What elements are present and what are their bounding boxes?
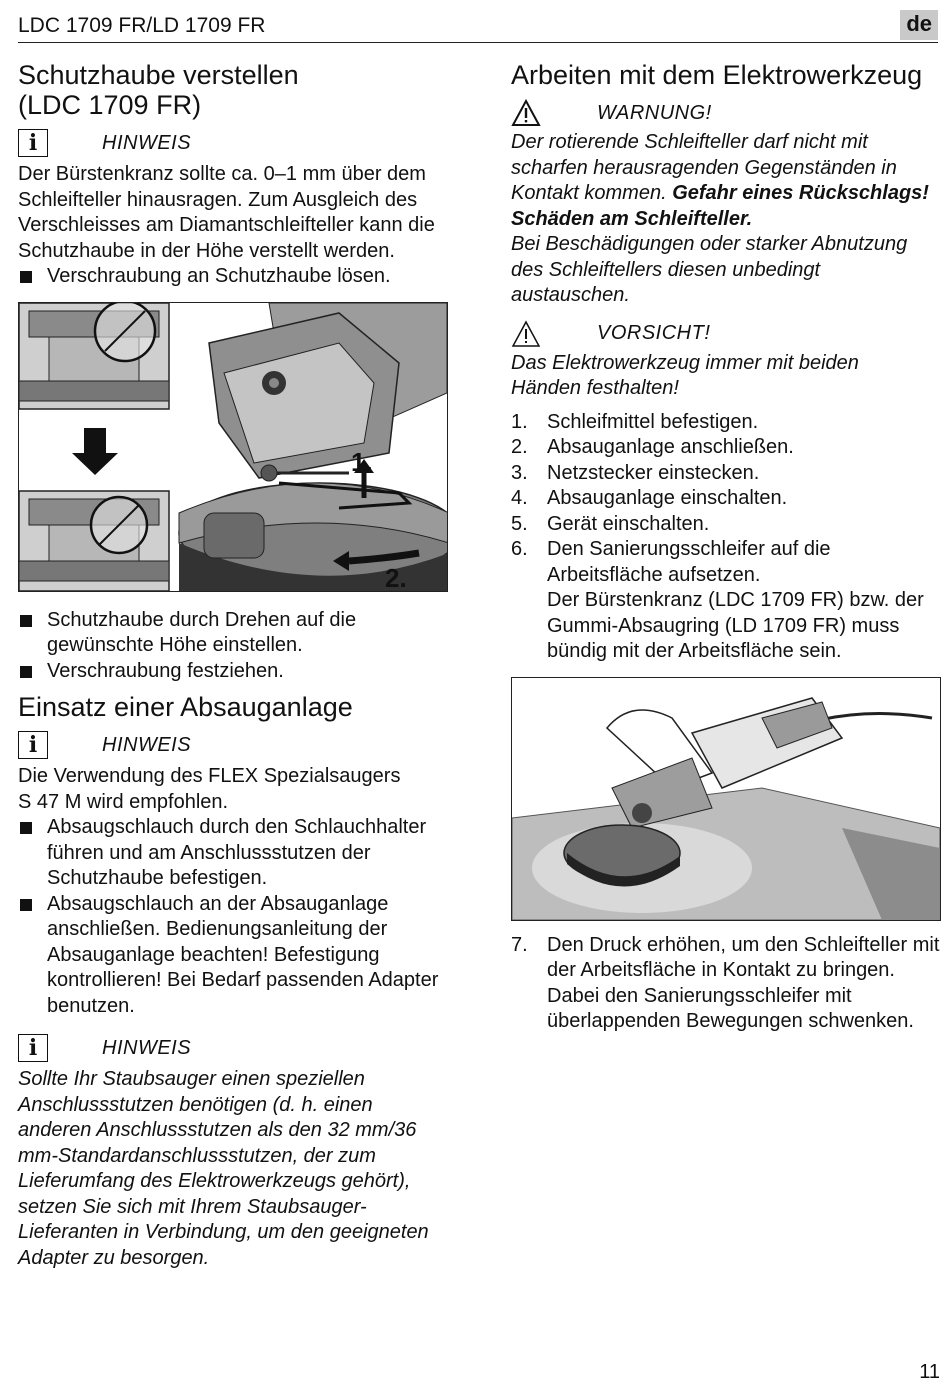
right-column xyxy=(511,60,943,1035)
grinder-in-use-illustration xyxy=(512,678,940,920)
note-text: Sollte Ihr Staubsauger einen speziellen Anschlussstutzen benötigen (d. h. einen anderen Anschlussstutzen als den 32 mm/36 mm-Standardanschlussstutzen, der zum Lieferumfang des Elektrowerkzeugs gehört), setzen Sie sich mit Ihrem Staubsauger-Lieferanten in Verbindung, um den geeigneten Adapter zu besorgen. xyxy=(18,1068,429,1269)
title-line-1: Schutzhaube verstellen xyxy=(18,60,299,90)
warning-text-bold: Gefahr eines Rückschlags! Schäden am Schleifteller. xyxy=(511,182,929,230)
title-line-2: (LDC 1709 FR) xyxy=(18,90,202,120)
step-text: Absauganlage einschalten. xyxy=(547,487,788,509)
info-icon: i xyxy=(18,1034,48,1062)
note-label: HINWEIS xyxy=(102,733,192,756)
step-number: 7. xyxy=(511,933,528,956)
bullet-list-extraction xyxy=(18,815,458,1019)
warning-block xyxy=(511,96,943,130)
step-subtext: Der Bürstenkranz (LDC 1709 FR) bzw. der Gummi-Absaugring (LD 1709 FR) muss bündig mit der Arbeitsfläche sein. xyxy=(547,589,924,662)
list-item: Verschraubung festziehen. xyxy=(18,659,458,685)
list-item: Schutzhaube durch Drehen auf die gewünschte Höhe einstellen. xyxy=(18,608,458,659)
step-item xyxy=(511,410,943,436)
caution-label: VORSICHT! xyxy=(597,322,711,344)
warning-label: WARNUNG! xyxy=(597,101,712,124)
caution-text: Das Elektrowerkzeug immer mit beiden Händen festhalten! xyxy=(511,351,859,399)
step-text: Den Druck erhöhen, um den Schleifteller mit der Arbeitsfläche in Kontakt zu bringen. Dabei den Sanierungsschleifer mit überlappenden Bewegungen schwenken. xyxy=(547,933,940,1032)
note-label: HINWEIS xyxy=(102,1036,192,1059)
note-text: Der Bürstenkranz sollte ca. 0–1 mm über dem Schleifteller hinausragen. Zum Ausgleich des Verschleisses am Diamantschleifteller kann die Schutzhaube in der Höhe verstellt werden. xyxy=(18,163,435,262)
step-list-continued xyxy=(511,933,943,1035)
step-text: Absauganlage anschließen. xyxy=(547,436,794,458)
note-label: HINWEIS xyxy=(102,131,192,154)
page-header xyxy=(18,10,938,43)
step-item xyxy=(511,512,943,538)
arrow-down-icon xyxy=(72,428,118,475)
warning-text-main: Der rotierende Schleifteller darf nicht mit scharfen herausragenden Gegenständen in Kontakt kommen. xyxy=(511,131,897,204)
info-icon: i xyxy=(18,129,48,157)
step-number: 2. xyxy=(511,436,528,458)
step-text: Gerät einschalten. xyxy=(547,512,710,535)
section-title-extraction: Einsatz einer Absauganlage xyxy=(18,692,353,722)
step-text: Den Sanierungsschleifer auf die Arbeitsfläche aufsetzen. xyxy=(547,538,831,586)
step-number: 6. xyxy=(511,538,528,560)
step-item xyxy=(511,537,943,665)
warning-text-extra: Bei Beschädigungen oder starker Abnutzung des Schleiftellers diesen unbedingt austauschen. xyxy=(511,233,908,306)
step-text-group xyxy=(547,537,943,665)
note-hinweis-2 xyxy=(18,728,458,762)
list-item: Verschraubung an Schutzhaube lösen. xyxy=(18,264,458,290)
step-label-2: 2. xyxy=(385,562,407,591)
model-name: LDC 1709 FR/LD 1709 FR xyxy=(18,14,266,37)
step-item xyxy=(511,461,943,487)
note-text: Die Verwendung des FLEX Spezialsaugers S 47 M wird empfohlen. xyxy=(18,765,401,813)
figure-grinder-in-use xyxy=(511,677,941,921)
step-list xyxy=(511,410,943,665)
step-label-1: 1. xyxy=(351,446,373,477)
step-item xyxy=(511,486,943,512)
caution-icon xyxy=(511,320,541,348)
note-hinweis-1 xyxy=(18,126,458,160)
section-title-guard-adjust xyxy=(18,60,458,120)
step-text: Netzstecker einstecken. xyxy=(547,461,760,484)
warning-text xyxy=(511,130,941,309)
bullet-list-after xyxy=(18,608,458,685)
section-title-working: Arbeiten mit dem Elektrowerkzeug xyxy=(511,60,923,90)
list-item: Absaugschlauch durch den Schlauchhalter führen und am Anschlussstutzen der Schutzhaube befestigen. xyxy=(18,815,458,892)
info-icon: i xyxy=(18,731,48,759)
step-text: Schleifmittel befestigen. xyxy=(547,410,759,433)
figure-guard-adjustment xyxy=(18,302,448,592)
step-item xyxy=(511,435,943,461)
note-hinweis-3 xyxy=(18,1031,458,1065)
language-badge: de xyxy=(900,10,938,40)
grinder-guard-illustration xyxy=(19,303,447,591)
step-item xyxy=(511,933,943,1035)
list-item: Absaugschlauch an der Absauganlage anschließen. Bedienungsanleitung der Absauganlage beachten! Befestigung kontrollieren! Bei Bedarf passenden Adapter benutzen. xyxy=(18,892,458,1020)
step-number: 5. xyxy=(511,512,528,535)
step-number: 3. xyxy=(511,461,528,484)
step-number: 4. xyxy=(511,487,528,509)
bullet-list-before xyxy=(18,264,458,290)
page-number: 11 xyxy=(919,1361,940,1383)
left-column xyxy=(18,60,458,1271)
caution-block xyxy=(511,317,943,351)
step-number: 1. xyxy=(511,410,528,433)
warning-icon xyxy=(511,99,541,127)
